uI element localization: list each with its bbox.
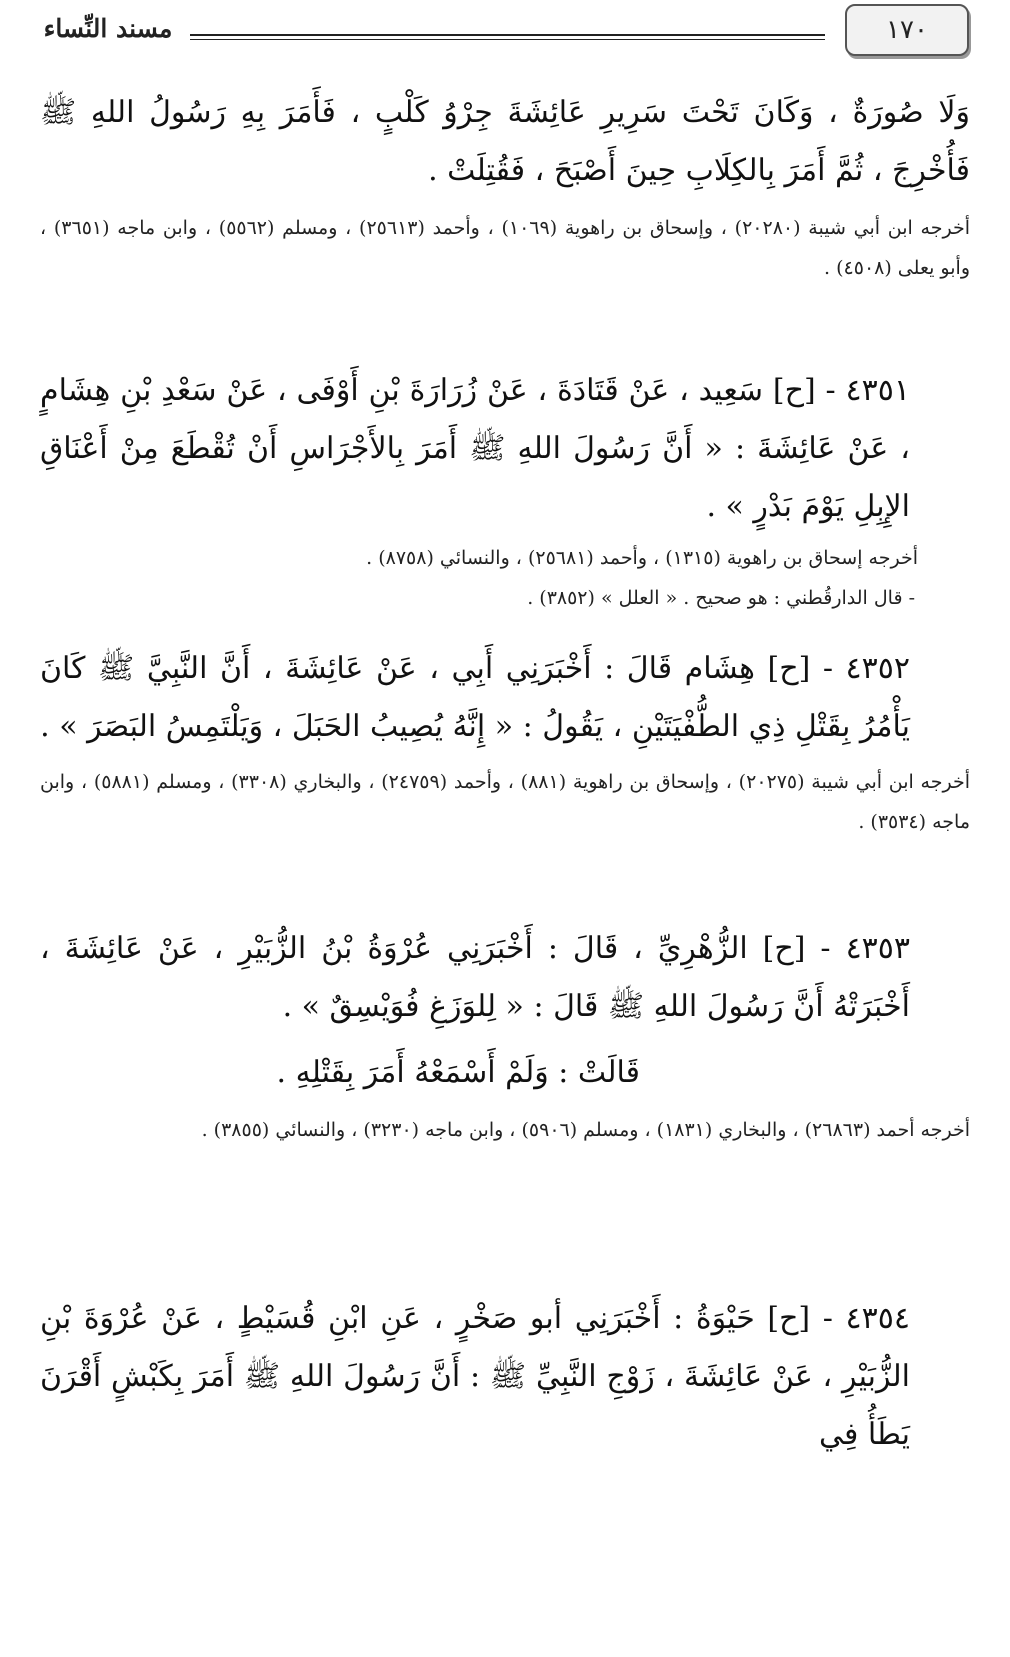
hadith-text: ٤٣٥٤ - [ح] حَيْوَةُ : أَخْبَرَنِي أبو صَخْرٍ ، عَنِ ابْنِ قُسَيْطٍ ، عَنْ عُرْوَةَ بْنِ الزُّبَيْرِ ، عَنْ عَائِشَةَ ، زَوْجِ النَّبِيِّ ﷺ : أَنَّ رَسُولَ اللهِ ﷺ أَمَرَ بِكَبْشٍ أَقْرَنَ يَطَأُ فِي (40, 1301, 910, 1452)
takhrij-text: أخرجه ابن أبي شيبة (٢٠٢٨٠) ، وإسحاق بن راهوية (١٠٦٩) ، وأحمد (٢٥٦١٣) ، ومسلم (٥٥٦٢) ، وابن ماجه (٣٦٥١) ، وأبو يعلى (٤٥٠٨) . (40, 217, 970, 279)
qalat-text: قَالَتْ : وَلَمْ أَسْمَعْهُ أَمَرَ بِقَتْلِهِ . (276, 1055, 640, 1090)
book-title: مسند النِّساء (43, 14, 173, 43)
page-header (0, 0, 1010, 70)
hadith-4353 (40, 920, 970, 1150)
hadith-4352 (40, 640, 970, 842)
hadith-continuation (40, 84, 970, 288)
takhrij-text: أخرجه أحمد (٢٦٨٦٣) ، والبخاري (١٨٣١) ، ومسلم (٥٩٠٦) ، وابن ماجه (٣٢٣٠) ، والنسائي (٣٨٥٥) . (201, 1119, 970, 1141)
header-rule (190, 34, 825, 40)
hadith-4354 (40, 1290, 970, 1464)
hadith-text: ٤٣٥٢ - [ح] هِشَام قَالَ : أَخْبَرَنِي أَبِي ، عَنْ عَائِشَةَ ، أَنَّ النَّبِيَّ ﷺ كَانَ يَأْمُرُ بِقَتْلِ ذِي الطُّفْيَتَيْنِ ، يَقُولُ : « إِنَّهُ يُصِيبُ الحَبَلَ ، وَيَلْتَمِسُ البَصَرَ » . (40, 651, 910, 744)
note-text: - قال الدارقُطني : هو صحيح . « العلل » (٣٨٥٢) . (527, 587, 915, 609)
page-number: ١٧٠ (845, 4, 969, 56)
takhrij-text: أخرجه ابن أبي شيبة (٢٠٢٧٥) ، وإسحاق بن راهوية (٨٨١) ، وأحمد (٢٤٧٥٩) ، والبخاري (٣٣٠٨) ، ومسلم (٥٨٨١) ، وابن ماجه (٣٥٣٤) . (40, 771, 971, 833)
hadith-text: ٤٣٥٣ - [ح] الزُّهْرِيِّ ، قَالَ : أَخْبَرَنِي عُرْوَةُ بْنُ الزُّبَيْرِ ، عَنْ عَائِشَةَ ، أَخْبَرَتْهُ أَنَّ رَسُولَ اللهِ ﷺ قَالَ : « لِلوَزَغِ فُوَيْسِقٌ » . (40, 931, 911, 1024)
takhrij-text: أخرجه إسحاق بن راهوية (١٣١٥) ، وأحمد (٢٥٦٨١) ، والنسائي (٨٧٥٨) . (366, 547, 918, 569)
hadith-4351 (40, 362, 970, 618)
hadith-text: ٤٣٥١ - [ح] سَعِيد ، عَنْ قَتَادَةَ ، عَنْ زُرَارَةَ بْنِ أَوْفَى ، عَنْ سَعْدِ بْنِ هِشَامٍ ، عَنْ عَائِشَةَ : « أَنَّ رَسُولَ اللهِ ﷺ أَمَرَ بِالأَجْرَاسِ أَنْ تُقْطَعَ مِنْ أَعْنَاقِ الإِبِلِ يَوْمَ بَدْرٍ » . (40, 373, 910, 524)
hadith-text: وَلَا صُورَةٌ ، وَكَانَ تَحْتَ سَرِيرِ عَائِشَةَ جِرْوُ كَلْبٍ ، فَأَمَرَ بِهِ رَسُولُ اللهِ ﷺ فَأُخْرِجَ ، ثُمَّ أَمَرَ بِالكِلَابِ حِينَ أَصْبَحَ ، فَقُتِلَتْ . (40, 95, 970, 188)
